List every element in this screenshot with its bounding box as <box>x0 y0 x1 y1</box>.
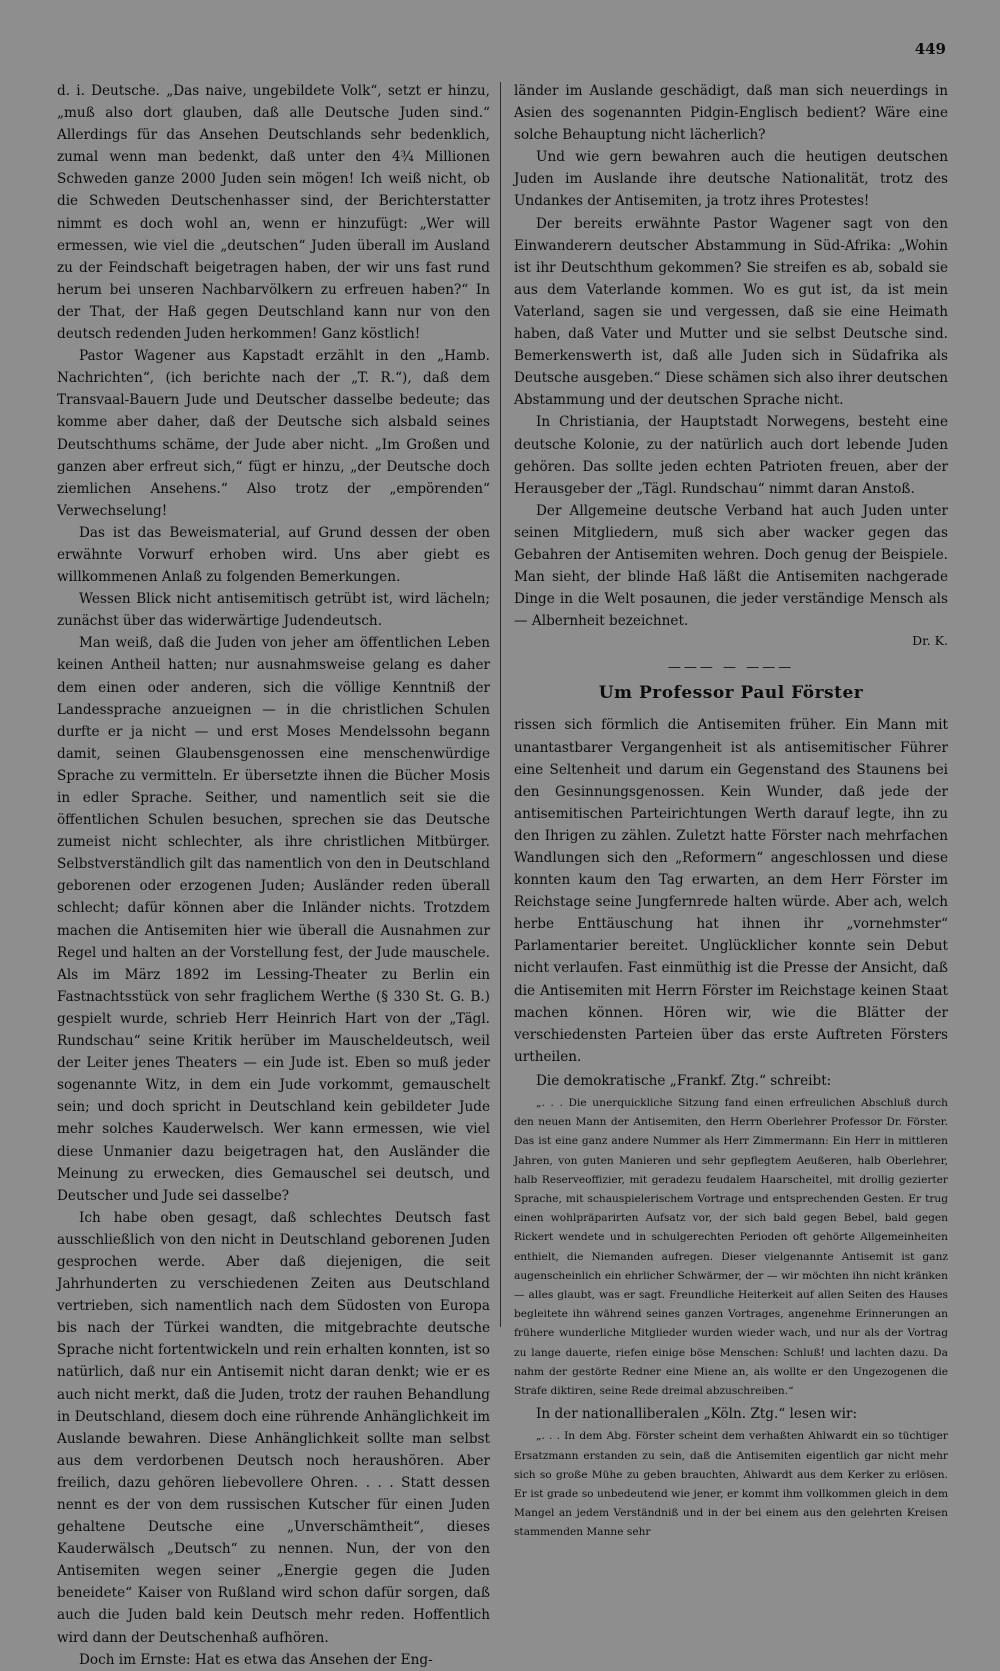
page-number: 449 <box>914 40 946 58</box>
press-quote: „. . . Die unerquickliche Sitzung fand einen erfreulichen Abschluß durch den neuen Mann der Antisemiten, den Herrn Oberlehrer Professor Dr. Förster. Das ist eine ganz andere Nummer als Herr Zimmermann: Ein Herr in mittleren Jahren, von guten Manieren und sehr gepflegtem Aeußeren, halb Oberlehrer, halb Reserveoffizier, mit geradezu feudalem Haarscheitel, mit drollig gezierter Sprache, mit schauspielerischem Vortrage und entsprechenden Gesten. Er trug einen wohlpräparirten Aufsatz vor, der sich bald gegen Bebel, bald gegen Rickert wendete und in schulgerechten Perioden oft gehörte Allgemeinheiten enthielt, die Niemanden aufregen. Dieser vielgenannte Antisemit ist ganz augenscheinlich ein ehrlicher Schwärmer, der — wir möchten ihn nicht kränken — alles glaubt, was er sagt. Freundliche Heiterkeit auf allen Seiten des Hauses begleitete ihn während seines ganzen Vortrages, angenehme Erinnerungen an frühere wunderliche Mitglieder wurden wieder wach, und nur als der Vortrag zu lange dauerte, riefen einige böse Menschen: Schluß! und lachten dazu. Da nahm der gestörte Redner eine Miene an, als wollte er den Ungezogenen die Strafe diktiren, seine Rede dreimal abzuschreiben.“ <box>514 1097 948 1398</box>
article-headline: Um Professor Paul Förster <box>598 683 864 704</box>
paragraph: Der bereits erwähnte Pastor Wagener sagt von den Einwanderern deutscher Abstammung in Süd-Afrika: „Wohin ist ihr Deutschthum gekommen? Sie streifen es ab, sobald sie aus dem Vaterlande kommen. Wo es gut ist, da ist mein Vaterland, sagen sie und vergessen, daß sie eine Heimath haben, daß Vater und Mutter und sie selbst Deutsche sind. Bemerkenswerth ist, daß alle Juden sich in Südafrika als Deutsche ausgeben.“ Diese schämen sich also ihrer deutschen Abstammung und der deutschen Sprache nicht. <box>514 215 948 409</box>
left-column <box>57 80 490 1671</box>
press-quote: „. . . In dem Abg. Förster scheint dem verhaßten Ahlwardt ein so tüchtiger Ersatzmann erstanden zu sein, daß die Antisemiten eigentlich gar nicht mehr sich so große Mühe zu geben brauchten, Ahlwardt aus dem Kerker zu erlösen. Er ist grade so unbedeutend wie jener, er kommt ihm vollkommen gleich in dem Mangel an jedem Verständniß und in der bei einem aus den gelehrten Kreisen stammenden Manne sehr <box>514 1430 948 1539</box>
paragraph: Doch im Ernste: Hat es etwa das Ansehen der Eng- <box>79 1651 433 1668</box>
author-signature: Dr. K. <box>912 633 948 649</box>
paragraph: In Christiania, der Hauptstadt Norwegens, besteht eine deutsche Kolonie, zu der natürlich auch dort lebende Juden gehören. Das sollte jeden echten Patrioten freuen, aber der Herausgeber der „Tägl. Rundschau“ nimmt daran Anstoß. <box>514 414 948 497</box>
quote-intro: Die demokratische „Frankf. Ztg.“ schreibt: <box>536 1072 832 1089</box>
section-separator: ——— — ——— <box>667 660 795 676</box>
quote-intro: In der nationalliberalen „Köln. Ztg.“ lesen wir: <box>536 1406 858 1423</box>
paragraph: d. i. Deutsche. „Das naive, ungebildete Volk“, setzt er hinzu, „muß also dort glauben, daß alle Deutsche Juden sind.“ Allerdings für das Ansehen Deutschlands sehr bedenklich, zumal wenn man bedenkt, daß unter den 4¾ Millionen Schweden ganze 2000 Juden sein mögen! Ich weiß nicht, ob die Schweden Deutschenhasser sind, der Berichterstatter nimmt es doch wohl an, wenn er hinzufügt: „Wer will ermessen, wie viel die „deutschen“ Juden überall im Ausland zu der Feindschaft beigetragen haben, der wir uns fast rund herum bei unseren Nachbarvölkern zu erfreuen haben?“ In der That, der Haß gegen Deutschland kann nur von den deutsch redenden Juden herkommen! Ganz köstlich! <box>57 83 490 343</box>
paragraph: länder im Auslande geschädigt, daß man sich neuerdings in Asien des sogenannten Pidgin-Englisch bedient? Wäre eine solche Behauptung nicht lächerlich? <box>514 83 948 144</box>
column-divider <box>500 82 501 1327</box>
paragraph: Wessen Blick nicht antisemitisch getrübt ist, wird lächeln; zunächst über das widerwärtige Judendeutsch. <box>57 591 490 630</box>
paragraph: Der Allgemeine deutsche Verband hat auch Juden unter seinen Mitgliedern, muß sich aber wacker gegen das Gebahren der Antisemiten wehren. Doch genug der Beispiele. Man sieht, der blinde Haß läßt die Antisemiten nachgerade Dinge in die Welt posaunen, die jeder verständige Mensch als — Albernheit bezeichnet. <box>514 502 948 630</box>
paragraph: Man weiß, daß die Juden von jeher am öffentlichen Leben keinen Antheil hatten; nur ausnahmsweise gelang es daher dem einen oder anderen, sich die völlige Kenntniß der Landessprache anzueignen — in die christlichen Schulen durfte er ja nicht — und erst Moses Mendelssohn begann damit, seinen Glaubensgenossen eine menschenwürdige Sprache zu vermitteln. Er übersetzte ihnen die Bücher Mosis in edler Sprache. Seither, und namentlich seit sie die öffentlichen Schulen besuchen, sprechen sie das Deutsche zumeist nicht schlechter, als ihre christlichen Mitbürger. Selbstverständlich gilt das namentlich von den in Deutschland geborenen oder erzogenen Juden; Ausländer reden überall schlecht; dafür können aber die Inländer nichts. Trotzdem machen die Antisemiten hier wie überall die Ausnahmen zur Regel und halten an der Vorstellung fest, der Jude mauschele. Als im März 1892 im Lessing-Theater zu Berlin ein Fastnachtsstück von sehr fraglichem Werthe (§ 330 St. G. B.) gespielt wurde, schrieb Herr Heinrich Hart von der „Tägl. Rundschau“ seine Kritik herüber im Mauscheldeutsch, weil der Leiter jenes Theaters — ein Jude ist. Eben so muß jeder sogenannte Witz, in dem ein Jude vorkommt, gemauschelt sein; und doch spricht in Deutschland kein gebildeter Jude mehr solches Kauderwelsch. Wer kann ermessen, wie viel diese Unmanier dazu beigetragen hat, den Ausländer die Meinung zu erwecken, dies Gemauschel sei deutsch, und Deutscher und Jude sei dasselbe? <box>57 635 490 1204</box>
paragraph: Pastor Wagener aus Kapstadt erzählt in den „Hamb. Nachrichten“, (ich berichte nach der „T. R.“), daß dem Transvaal-Bauern Jude und Deutscher dasselbe bedeute; das komme aber daher, daß der Deutsche sich alsbald seines Deutschthums schäme, der Jude aber nicht. „Im Großen und ganzen aber erfreut sich,“ fügt er hinzu, „der Deutsche doch ziemlichen Ansehens.“ Also trotz der „empörenden“ Verwechselung! <box>57 348 490 519</box>
paragraph: Ich habe oben gesagt, daß schlechtes Deutsch fast ausschließlich von den nicht in Deutschland geborenen Juden gesprochen werde. Aber daß diejenigen, die seit Jahrhunderten zu verschiedenen Zeiten aus Deutschland vertrieben, sich namentlich nach dem Südosten von Europa bis nach der Türkei wandten, die mitgebrachte deutsche Sprache nicht fortentwickeln und rein erhalten konnten, ist so natürlich, daß nur ein Antisemit nicht daran denkt; wie er es auch nicht merkt, daß die Juden, trotz der rauhen Behandlung in Deutschland, diesem doch eine rührende Anhänglichkeit im Auslande bewahren. Diese Anhänglichkeit sollte man selbst aus dem verdorbenen Deutsch noch heraushören. Aber freilich, dazu gehören liebevollere Ohren. . . . Statt dessen nennt es der von dem russischen Kutscher für einen Juden gehaltene Deutsche eine „Unverschämtheit“, dieses Kauderwälsch „Deutsch“ zu nennen. Nun, der von den Antisemiten wegen seiner „Energie gegen die Juden beneidete“ Kaiser von Rußland wird schon dafür sorgen, daß auch die Juden bald kein Deutsch mehr reden. Hoffentlich wird dann der Deutschenhaß aufhören. <box>57 1209 490 1646</box>
right-column <box>514 80 948 1543</box>
paragraph: Das ist das Beweismaterial, auf Grund dessen der oben erwähnte Vorwurf erhoben wird. Uns aber giebt es willkommenen Anlaß zu folgenden Bemerkungen. <box>57 524 490 586</box>
paragraph: rissen sich förmlich die Antisemiten früher. Ein Mann mit unantastbarer Vergangenheit ist als antisemitischer Führer eine Seltenheit und darum ein Gegenstand des Staunens bei den Gesinnungsgenossen. Kein Wunder, daß jede der antisemitischen Parteirichtungen Werth darauf legte, ihn zu den Ihrigen zu zählen. Zuletzt hatte Förster nach mehrfachen Wandlungen sich den „Reformern“ angeschlossen und diese konnten kaum den Tag erwarten, an dem Herr Förster im Reichstage seine Jungfernrede halten würde. Aber ach, welch herbe Enttäuschung hat ihnen ihr „vornehmster“ Parlamentarier bereitet. Unglücklicher konnte sein Debut nicht verlaufen. Fast einmüthig ist die Presse der Ansicht, daß die Antisemiten mit Herrn Förster im Reichstage keinen Staat machen können. Hören wir, wie die Blätter der verschiedensten Parteien über das erste Auftreten Försters urtheilen. <box>514 717 948 1065</box>
paragraph: Und wie gern bewahren auch die heutigen deutschen Juden im Auslande ihre deutsche Nationalität, trotz des Undankes der Antisemiten, ja trotz ihres Protestes! <box>514 149 948 210</box>
